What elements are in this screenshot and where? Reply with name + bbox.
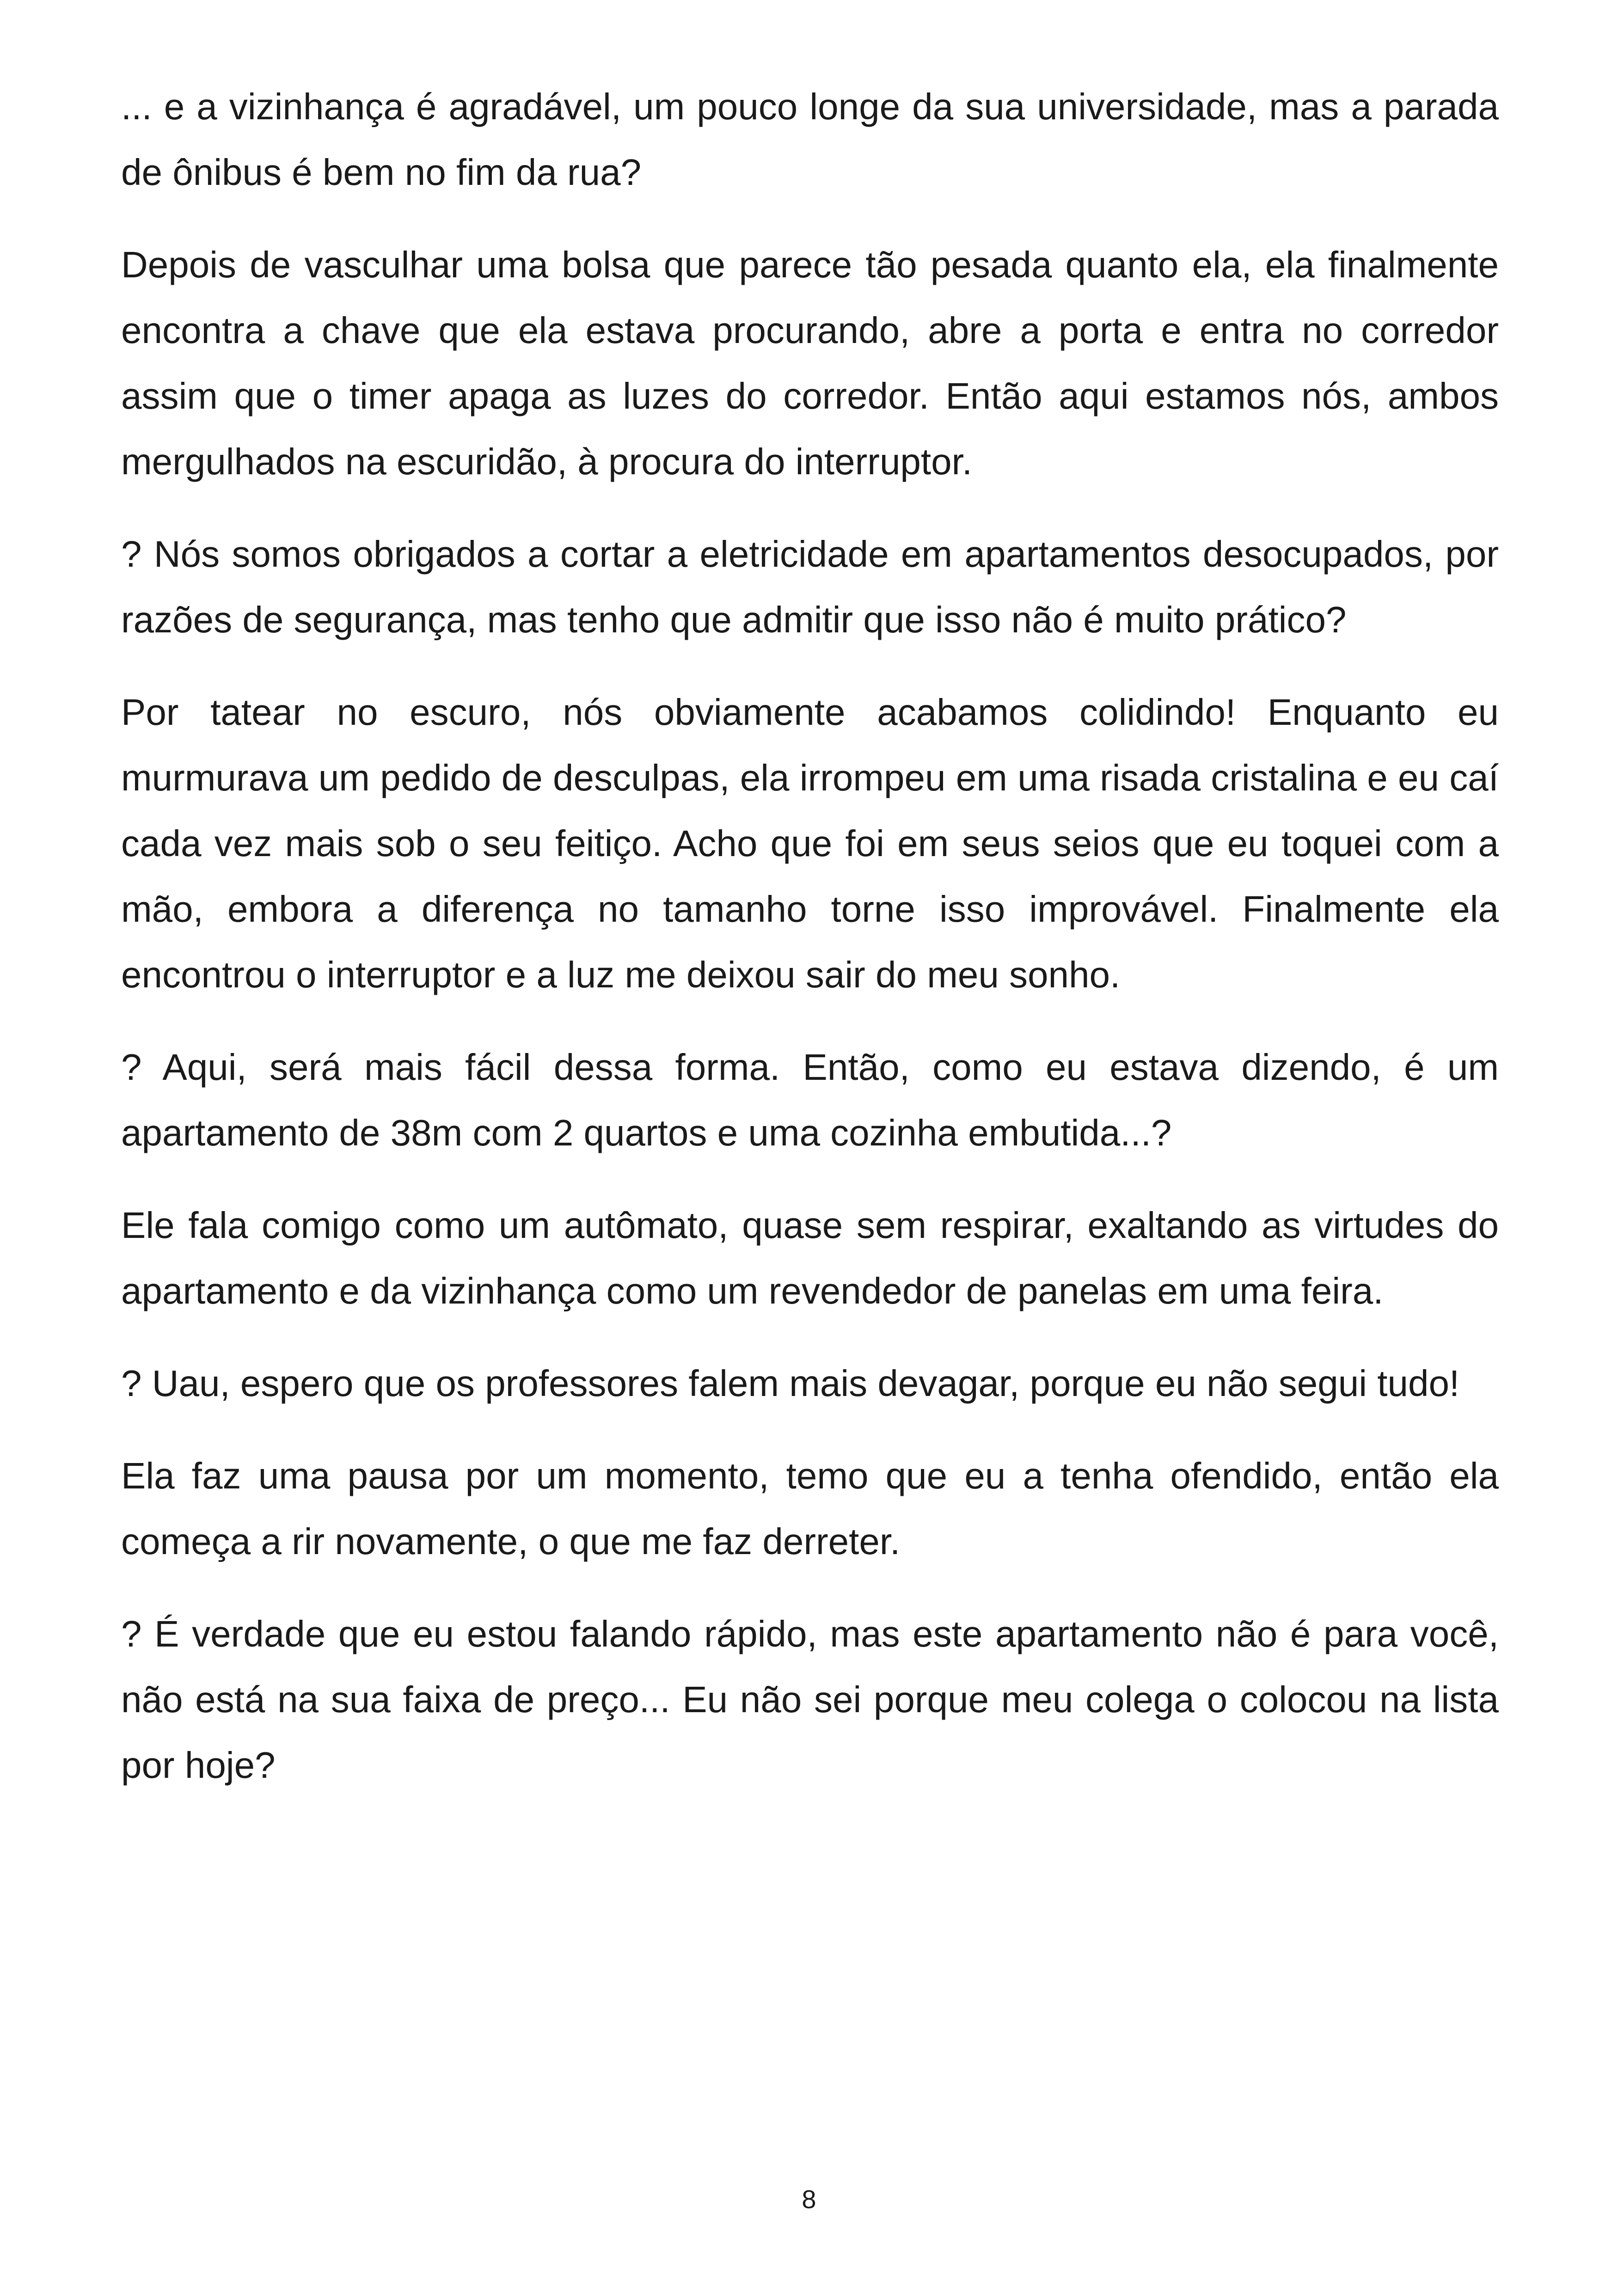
paragraph: ? É verdade que eu estou falando rápido, mas este apartamento não é para você, não está na sua faixa de preço... Eu não sei porque meu colega o colocou na lista por hoje? xyxy=(121,1613,1499,1786)
document-body xyxy=(121,74,1499,1825)
paragraph: Ele fala comigo como um autômato, quase sem respirar, exaltando as virtudes do apartamento e da vizinhança como um revendedor de panelas em uma feira. xyxy=(121,1205,1499,1311)
paragraph: ? Aqui, será mais fácil dessa forma. Então, como eu estava dizendo, é um apartamento de 38m com 2 quartos e uma cozinha embutida...? xyxy=(121,1047,1499,1153)
paragraph: Por tatear no escuro, nós obviamente acabamos colidindo! Enquanto eu murmurava um pedido de desculpas, ela irrompeu em uma risada cristalina e eu caí cada vez mais sob o seu feitiço. Acho que foi em seus seios que eu toquei com a mão, embora a diferença no tamanho torne isso improvável. Finalmente ela encontrou o interruptor e a luz me deixou sair do meu sonho. xyxy=(121,692,1499,995)
page-number: 8 xyxy=(802,2185,816,2214)
paragraph: Ela faz uma pausa por um momento, temo que eu a tenha ofendido, então ela começa a rir novamente, o que me faz derreter. xyxy=(121,1455,1499,1562)
paragraph: ... e a vizinhança é agradável, um pouco longe da sua universidade, mas a parada de ônibus é bem no fim da rua? xyxy=(121,86,1499,193)
paragraph: ? Nós somos obrigados a cortar a eletricidade em apartamentos desocupados, por razões de segurança, mas tenho que admitir que isso não é muito prático? xyxy=(121,533,1499,640)
paragraph: ? Uau, espero que os professores falem mais devagar, porque eu não segui tudo! xyxy=(121,1363,1460,1404)
paragraph: Depois de vasculhar uma bolsa que parece tão pesada quanto ela, ela finalmente encontra a chave que ela estava procurando, abre a porta e entra no corredor assim que o timer apaga as luzes do corredor. Então aqui estamos nós, ambos mergulhados na escuridão, à procura do interruptor. xyxy=(121,244,1499,482)
